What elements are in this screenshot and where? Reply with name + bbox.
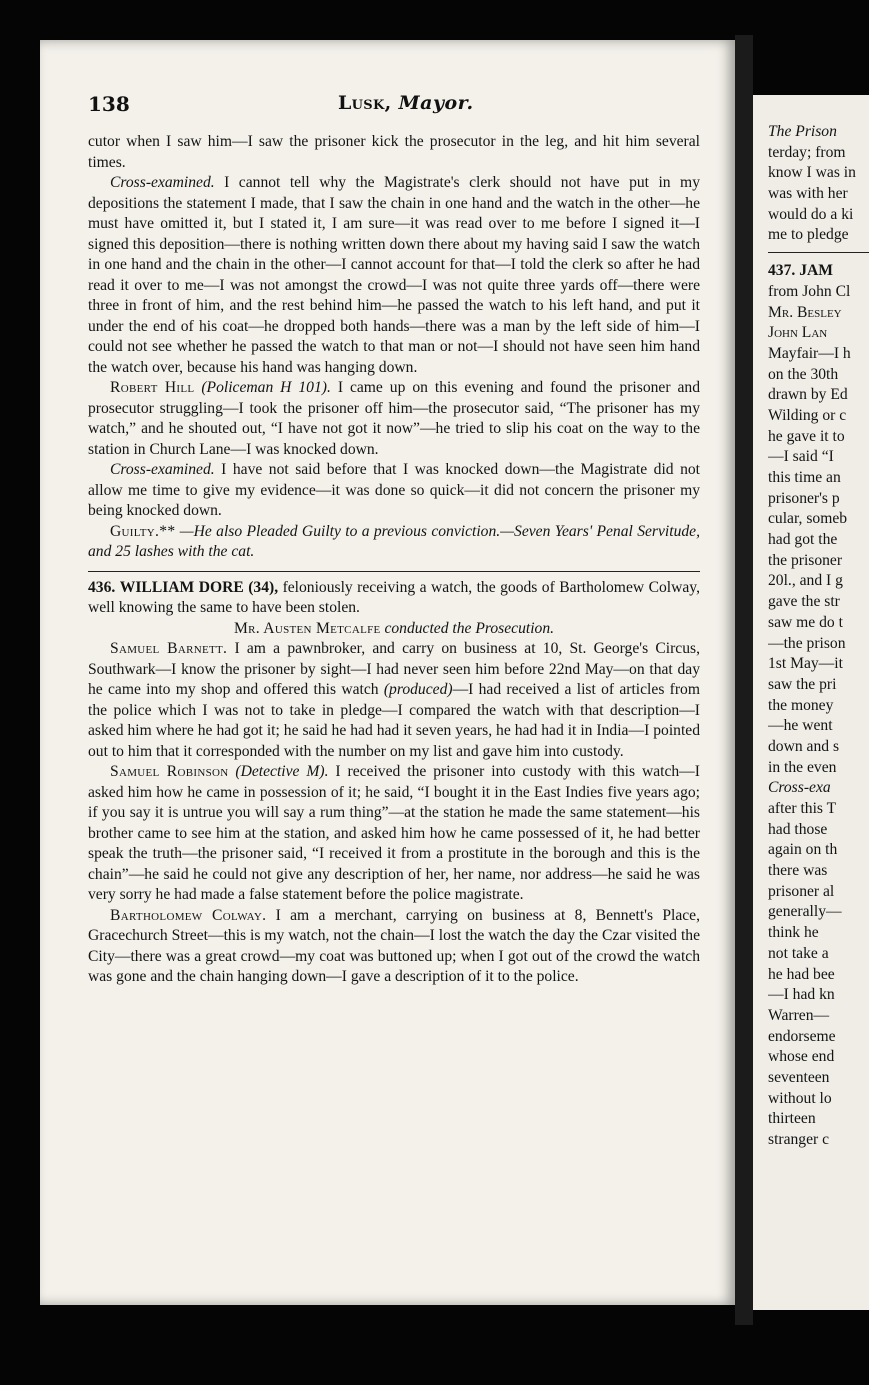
case-charge: feloniously receiving a watch, the goods of Bartholomew Colway, well knowing the same to have been stolen. xyxy=(88,578,700,616)
right-page-line: had got the xyxy=(768,531,838,549)
case-defendant: WILLIAM DORE xyxy=(119,578,244,596)
right-page-line: —I said “I xyxy=(768,448,834,466)
running-head-title: Mayor. xyxy=(398,92,474,114)
page-number: 138 xyxy=(88,92,130,116)
case-age: (34), xyxy=(248,578,279,596)
right-page-line: know I was in xyxy=(768,164,856,182)
prosecution-line xyxy=(88,619,700,640)
right-page-line: prisoner al xyxy=(768,882,835,900)
main-text-column xyxy=(88,132,700,988)
paragraph-witness-barnett xyxy=(88,639,700,762)
right-page-line: me to pledge xyxy=(768,226,849,244)
running-head-name: Lusk, xyxy=(338,92,392,114)
running-head xyxy=(338,92,474,114)
right-page-line: prisoner's p xyxy=(768,489,840,507)
cross-examined-label: Cross-examined. xyxy=(110,174,215,191)
case-divider xyxy=(88,571,700,572)
right-page-line: —I had kn xyxy=(768,986,835,1004)
paragraph-text: I have not said before that I was knocked down—the Magistrate did not allow me time to give my evidence—it was done so quick—it did not concern the prisoner my being knocked down. xyxy=(88,461,701,519)
right-page-line: saw me do t xyxy=(768,613,843,631)
right-page-divider xyxy=(768,252,869,261)
witness-name: Bartholomew Colway. xyxy=(110,906,267,924)
paragraph-text: I cannot tell why the Magistrate's clerk should not have put in my depositions the statement I made, that I saw the chain in one hand and the watch in the other—he must have omitted it, but I stated it, I am sure—it was read over to me before I signed it—I signed this deposition—there is nothing written down there about my having said I saw the watch in one hand and the chain in the other—I cannot account for that—I told the clerk so after he had read it over to me—I was not amongst the crowd—I was not quite three yards off—there were three in front of him, and the rest behind him—he passed the watch to his left hand, and put it under the end of his coat—he dropped both hands—there was a man by the left side of him—I could not see whether he passed the watch to that man or not—I should not have seen him hand the watch over, because his hand was hanging down. xyxy=(88,174,700,376)
right-page-line: 1st May—it xyxy=(768,655,843,673)
produced-note: (produced) xyxy=(383,681,453,698)
right-page-line: had those xyxy=(768,820,828,838)
right-page-text xyxy=(768,122,869,1151)
right-page-line: The Prison xyxy=(768,123,837,140)
paragraph-text: I received the prisoner into custody with this watch—I asked him how he came in possession of it; he said, “I bought it in the East Indies five years ago; if you say it is untrue you will say a rum thing”—at the station he made the same statement—his brother came to see him at the station, and asked him how he came possessed of it, he had better speak the truth—the prisoner said, “I received it from a prostitute in the borough and this is the chain”—he said he could not give any description of her, her name, nor address—he said he was very sorry he had made a false statement before the police magistrate. xyxy=(88,763,700,903)
right-page-line: whose end xyxy=(768,1048,835,1066)
page-header xyxy=(88,92,698,116)
right-page-line: Warren— xyxy=(768,1006,830,1024)
right-page-line: seventeen xyxy=(768,1068,830,1086)
right-page-line: would do a ki xyxy=(768,205,854,223)
right-page-line: thirteen xyxy=(768,1110,816,1128)
right-page-line: John Lan xyxy=(768,324,828,342)
paragraph: cutor when I saw him—I saw the prisoner kick the prosecutor in the leg, and hit him several times. xyxy=(88,133,700,171)
right-page-line: saw the pri xyxy=(768,675,837,693)
right-page-line: from John Cl xyxy=(768,282,851,300)
right-page-line: not take a xyxy=(768,944,829,962)
paragraph-text: —I had received a list of articles from the police which I was not to take in pledge—I compared the watch with that description—I asked him where he had got it; he said he had had it seven years, he had had it in India—I pointed out to him that it corresponded with the number on my list and gave him into custody. xyxy=(88,681,700,760)
case-heading xyxy=(88,578,700,619)
cross-examined-label: Cross-examined. xyxy=(110,461,215,478)
paragraph-text: I am a merchant, carrying on business at 8, Bennett's Place, Gracechurch Street—this is my watch, not the chain—I lost the watch the day the Czar visited the City—there was a great crowd—my coat was buttoned up; when I got out of the crowd the watch was gone and the chain hanging down—I gave a description of it to the police. xyxy=(88,906,701,985)
witness-name: Robert Hill xyxy=(110,379,195,396)
case-number: 436. xyxy=(88,578,116,596)
paragraph-cross-examination xyxy=(88,173,700,378)
witness-role: (Detective M). xyxy=(235,763,329,780)
verdict-sentence: —He also Pleaded Guilty to a previous conviction.—Seven Years' Penal Servitude, and 25 lashes with the cat. xyxy=(88,522,700,560)
verdict xyxy=(88,522,700,563)
right-page-line: again on th xyxy=(768,841,838,859)
right-page-line: he had bee xyxy=(768,965,835,983)
prosecution-counsel: Mr. Austen Metcalfe xyxy=(233,619,381,637)
right-page-line: there was xyxy=(768,862,828,880)
right-page-line: think he xyxy=(768,924,819,942)
right-page-line: Wilding or c xyxy=(768,406,847,424)
right-page-line: endorseme xyxy=(768,1027,836,1045)
prosecution-text: conducted the Prosecution. xyxy=(384,619,555,637)
right-page-line: after this T xyxy=(768,800,837,817)
right-page-line: cular, someb xyxy=(768,510,848,528)
witness-role: (Policeman H 101). xyxy=(201,379,331,396)
right-page-line: stranger c xyxy=(768,1131,830,1148)
right-page-line: Mayfair—I h xyxy=(768,344,851,362)
right-page-line: Mr. Besley xyxy=(768,303,842,321)
paragraph-text: I am a pawnbroker, and carry on business at 10, St. George's Circus, Southwark—I know the prisoner by sight—I had never seen him before 22nd May—on that day he came into my shop and offered this watch xyxy=(88,640,700,698)
right-page-line: generally— xyxy=(768,903,842,921)
paragraph-witness-colway xyxy=(88,906,700,988)
right-page-line: this time an xyxy=(768,469,841,486)
right-page-line: down and s xyxy=(768,737,840,755)
right-page-line: drawn by Ed xyxy=(768,386,848,404)
verdict-guilty: Guilty.** xyxy=(110,522,176,540)
right-page-line: in the even xyxy=(768,758,837,776)
paragraph-witness-robinson xyxy=(88,762,700,906)
right-page-line: gave the str xyxy=(768,593,840,611)
right-page-line: was with her xyxy=(768,185,848,203)
right-page-line: terday; from xyxy=(768,143,846,161)
right-page-line: Cross-exa xyxy=(768,779,831,797)
right-page-line: 437. JAM xyxy=(768,262,833,280)
witness-name: Samuel Robinson xyxy=(110,763,229,780)
right-page-line: he gave it to xyxy=(768,427,845,445)
paragraph-cross-examination xyxy=(88,460,700,522)
book-gutter xyxy=(735,35,753,1325)
paragraph-text: I came up on this evening and found the prisoner and prosecutor struggling—I took the prisoner off him—the prosecutor said, “The prisoner has my watch,” and he shouted out, “I have not got it now”—he tried to slip his coat on the way to the station in Church Lane—I was knocked down. xyxy=(88,379,700,458)
right-page-line: 20l., and I g xyxy=(768,572,843,590)
witness-name: Samuel Barnett. xyxy=(110,640,228,657)
right-page-line: —the prison xyxy=(768,634,846,652)
right-page-line: without lo xyxy=(768,1089,832,1107)
right-page-line: on the 30th xyxy=(768,365,839,383)
right-page-line: the money xyxy=(768,696,834,714)
paragraph-witness-hill xyxy=(88,378,700,460)
right-page-line: —he went xyxy=(768,717,833,735)
right-page-line: the prisoner xyxy=(768,551,843,569)
